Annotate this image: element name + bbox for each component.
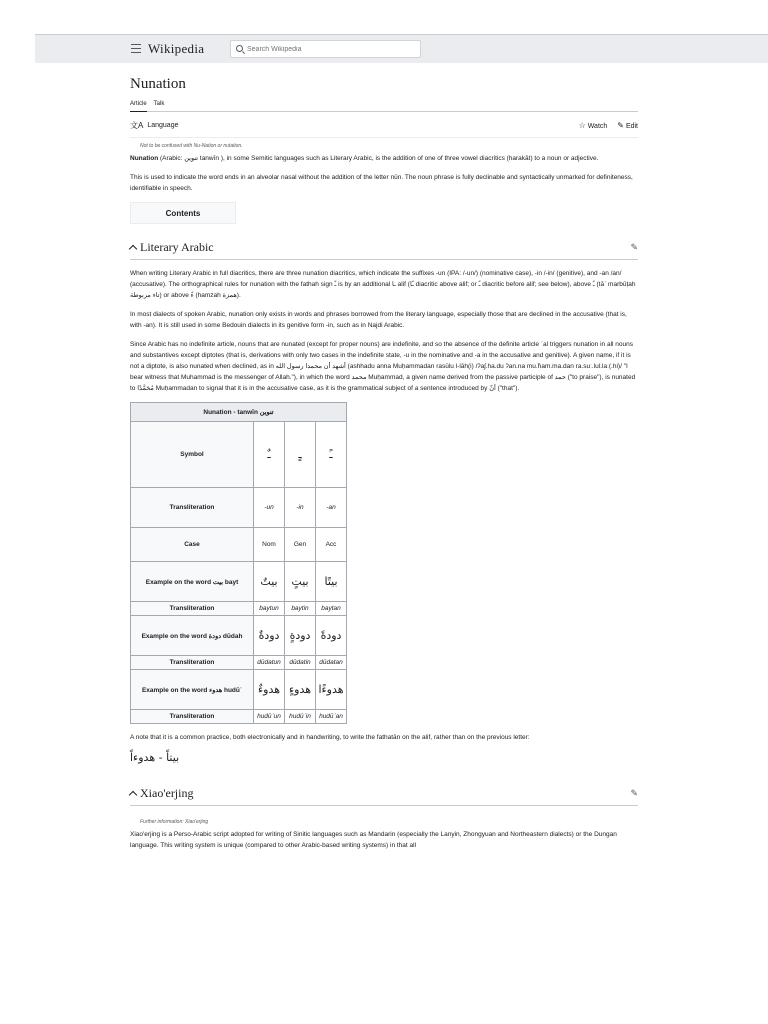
- table-cell: دودةٍ: [285, 616, 316, 656]
- row-header: Transliteration: [131, 656, 254, 670]
- table-cell: -un: [254, 488, 285, 528]
- header-top-border: [35, 34, 768, 35]
- section-title-text: Xiao'erjing: [140, 786, 194, 800]
- table-cell: هدوءًا: [316, 670, 347, 710]
- search-box[interactable]: [230, 40, 421, 58]
- intro-paragraph-1-text: (Arabic: تنوين tanwīn ), in some Semitic languages such as Literary Arabic, is the addition of one of three vowel diacritics (harakāt) to a noun or adjective.: [159, 155, 599, 162]
- table-row: [131, 710, 347, 724]
- table-row: [131, 528, 347, 562]
- edit-section-icon[interactable]: ✎: [630, 242, 638, 252]
- table-row: [131, 670, 347, 710]
- table-row: [131, 562, 347, 602]
- row-header: Example on the word دودة dūdah: [131, 616, 254, 656]
- table-row: [131, 422, 347, 488]
- table-cell: -in: [285, 488, 316, 528]
- section-title[interactable]: [130, 786, 193, 801]
- search-input[interactable]: [247, 43, 407, 55]
- table-row: [131, 656, 347, 670]
- section1-paragraph-3: Since Arabic has no indefinite article, nouns that are nunated (except for proper nouns) are indefinite, and so the absence of the definite article ʾal triggers nunation in all nouns and substantives except diptotes (that is, derivations with only two cases in the indefinite state, -u in the nominative and -a in the accusative and genitive). A given name, if it is not a diptote, is also nunated when declined, as in أشهد أن محمدا رسول الله (ashhadu anna Muḥammadan rasūlu l-lāh(i) /ʔaʃ.ha.du ʔan.na mu.ħam.ma.dan ra.suː.lul.laː(.hi)/ "I bear witness that Muhammad is the messenger of Allah."), in which the word محمد Muḥammad, a given name derived from the passive participle of حمد ("to praise"), is nunated to مُحَمَّدًا Muḥammadan to signal that it is in the accusative case, as it is the grammatical subject of a sentence introduced by أنّ ("that").: [130, 341, 636, 392]
- chevron-up-icon: [129, 791, 137, 799]
- table-cell: دودةٌ: [254, 616, 285, 656]
- intro-paragraph-2: This is used to indicate the word ends in an alveolar nasal without the addition of the letter nūn. The noun phrase is fully declinable and syntactically unmarked for definiteness, identifiable in speech.: [130, 174, 633, 192]
- table-row: [131, 616, 347, 656]
- row-header: Example on the word بيت bayt: [131, 562, 254, 602]
- row-header: Case: [131, 528, 254, 562]
- table-cell: dūdatin: [285, 656, 316, 670]
- table-row: [131, 602, 347, 616]
- hatnote: Further information: Xiao'erjing: [140, 819, 209, 825]
- wikipedia-logo[interactable]: Wikipedia: [148, 41, 205, 56]
- table-row: [131, 488, 347, 528]
- note-example: بيتاً - هدوءاً: [130, 751, 180, 764]
- row-header: Symbol: [131, 422, 254, 488]
- row-header: Transliteration: [131, 488, 254, 528]
- tab-talk[interactable]: Talk: [153, 101, 165, 107]
- section1-paragraph-1: When writing Literary Arabic in full diacritics, there are three nunation diacritics, which indicate the suffixes -un (IPA: /-un/) (nominative case), -in /-in/ (genitive), and -an /an/ (accusative). The orthographical rules for nunation with the fathah sign ـً is by an additional ـا alif (ـًا diacritic above alif; or ـً diacritic before alif; see below), above ـً (tāʾ marbūṭah تاء مربوطة) or above ءً (hamzah همزة).: [130, 270, 636, 299]
- table-cell: هدوءٌ: [254, 670, 285, 710]
- table-cell: ـٍ: [285, 422, 316, 488]
- page-tabs: [130, 101, 638, 112]
- contents-toggle[interactable]: Contents: [130, 202, 236, 224]
- table-cell: ـٌ: [254, 422, 285, 488]
- table-cell: -an: [316, 488, 347, 528]
- watch-label: Watch: [587, 123, 608, 130]
- table-cell: hudūʾan: [316, 710, 347, 724]
- section1-paragraph-2: In most dialects of spoken Arabic, nunation only exists in words and phrases borrowed from the literary language, especially those that are declined in the accusative (that is, with -an). It is still used in some Bedouin dialects in its genitive form -in, such as in Najdi Arabic.: [130, 311, 627, 329]
- hatnote: Not to be confused with Nu-Nation or nutation.: [140, 143, 243, 149]
- table-cell: ـً: [316, 422, 347, 488]
- table-cell: Acc: [316, 528, 347, 562]
- nunation-table: [130, 402, 347, 724]
- language-label: Language: [147, 122, 179, 129]
- table-cell: هدوءٍ: [285, 670, 316, 710]
- row-header: Transliteration: [131, 602, 254, 616]
- section-literary-arabic-header: [130, 240, 638, 260]
- pencil-icon: ✎: [617, 121, 624, 130]
- menu-icon[interactable]: [131, 44, 141, 53]
- note-paragraph: A note that it is a common practice, both electronically and in handwriting, to write the fathatān on the alif, rather than on the previous letter:: [130, 734, 530, 741]
- section-title[interactable]: [130, 240, 214, 255]
- header-bar: [35, 34, 768, 63]
- row-header: Transliteration: [131, 710, 254, 724]
- table-cell: dūdatan: [316, 656, 347, 670]
- section2-paragraph-1: Xiao'erjing is a Perso-Arabic script adopted for writing of Sinitic languages such as Mandarin (especially the Lanyin, Zhongyuan and Northeastern dialects) or the Dungan language. This writing system is unique (compared to other Arabic-based writing systems) in that all: [130, 831, 617, 849]
- edit-button[interactable]: [617, 121, 638, 130]
- row-header: Example on the word هدوء hudūʾ: [131, 670, 254, 710]
- table-cell: baytan: [316, 602, 347, 616]
- table-cell: hudūʾin: [285, 710, 316, 724]
- table-cell: بيتٌ: [254, 562, 285, 602]
- language-button[interactable]: [130, 120, 179, 131]
- intro-bold-term: Nunation: [130, 155, 159, 162]
- edit-section-icon[interactable]: ✎: [630, 788, 638, 798]
- watch-button[interactable]: [579, 121, 608, 130]
- star-icon: ☆: [578, 121, 586, 130]
- chevron-up-icon: [129, 245, 137, 253]
- table-caption: Nunation - tanwīn تنوين: [131, 403, 347, 422]
- search-icon: [236, 45, 243, 52]
- table-cell: dūdatun: [254, 656, 285, 670]
- table-cell: بيتٍ: [285, 562, 316, 602]
- page-toolbar: [130, 120, 638, 138]
- section-xiaoerjing-header: [130, 786, 638, 806]
- table-cell: بيتًا: [316, 562, 347, 602]
- edit-label: Edit: [625, 123, 638, 130]
- table-cell: Nom: [254, 528, 285, 562]
- table-cell: baytin: [285, 602, 316, 616]
- table-cell: baytun: [254, 602, 285, 616]
- table-cell: دودةً: [316, 616, 347, 656]
- main-content: [130, 70, 638, 859]
- translate-icon: 文A: [130, 121, 144, 130]
- table-cell: hudūʾun: [254, 710, 285, 724]
- table-cell: Gen: [285, 528, 316, 562]
- tab-article[interactable]: Article: [130, 101, 147, 107]
- section-title-text: Literary Arabic: [140, 240, 214, 254]
- intro-paragraph-1: [130, 153, 638, 164]
- page-title: Nunation: [130, 76, 186, 92]
